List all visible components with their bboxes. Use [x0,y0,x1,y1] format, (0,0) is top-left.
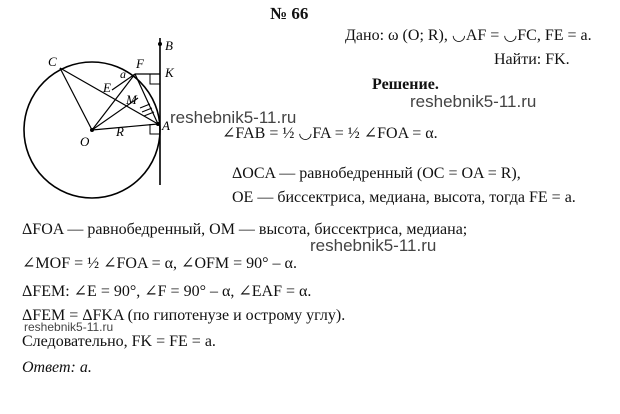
point-B [158,42,162,46]
problem-number: № 66 [270,4,309,23]
label-K: K [165,65,174,80]
label-F: F [136,56,144,71]
label-E: E [103,80,111,95]
find-line: Найти: FK. [494,51,570,68]
watermark: reshebnik5-11.ru [24,320,114,334]
solution-line: ΔFEM: ∠E = 90°, ∠F = 90° – α, ∠EAF = α. [22,283,312,300]
solution-line: ∠MOF = ½ ∠FOA = α, ∠OFM = 90° – α. [22,255,297,272]
point-A [156,122,160,126]
solution-line: ΔOCA — равнобедренный (OC = OA = R), [232,165,521,182]
right-angle-K [150,74,160,84]
segment-OA [92,124,158,130]
label-B: B [165,38,173,53]
watermark: reshebnik5-11.ru [410,92,537,111]
hatch-mark [144,112,154,116]
solution-line: Следовательно, FK = FE = a. [22,333,216,350]
answer-line: Ответ: a. [22,359,92,376]
hatch-mark [142,108,152,112]
label-A: A [162,118,170,133]
watermark: reshebnik5-11.ru [310,236,437,255]
solution-heading: Решение. [372,76,439,93]
label-a: a [120,67,126,81]
solution-line: OE — биссектриса, медиана, высота, тогда FE = a. [232,189,576,206]
watermark: reshebnik5-11.ru [170,108,297,127]
point-O [90,128,94,132]
solution-line: ΔFEM = ΔFKA (по гипотенузе и острому углу). [22,307,346,324]
solution-line: ∠FAB = ½ ◡FA = ½ ∠FOA = α. [222,125,438,142]
label-R: R [116,124,124,139]
label-O: O [80,134,90,149]
label-C: C [48,54,57,69]
label-M: M [126,92,137,107]
solution-line: ΔFOA — равнобедренный, OM — высота, биссектриса, медиана; [22,221,468,238]
hatch-mark [140,104,150,108]
segment-FA [135,74,158,124]
given-line: Дано: ω (O; R), ◡AF = ◡FC, FE = a. [345,27,592,44]
